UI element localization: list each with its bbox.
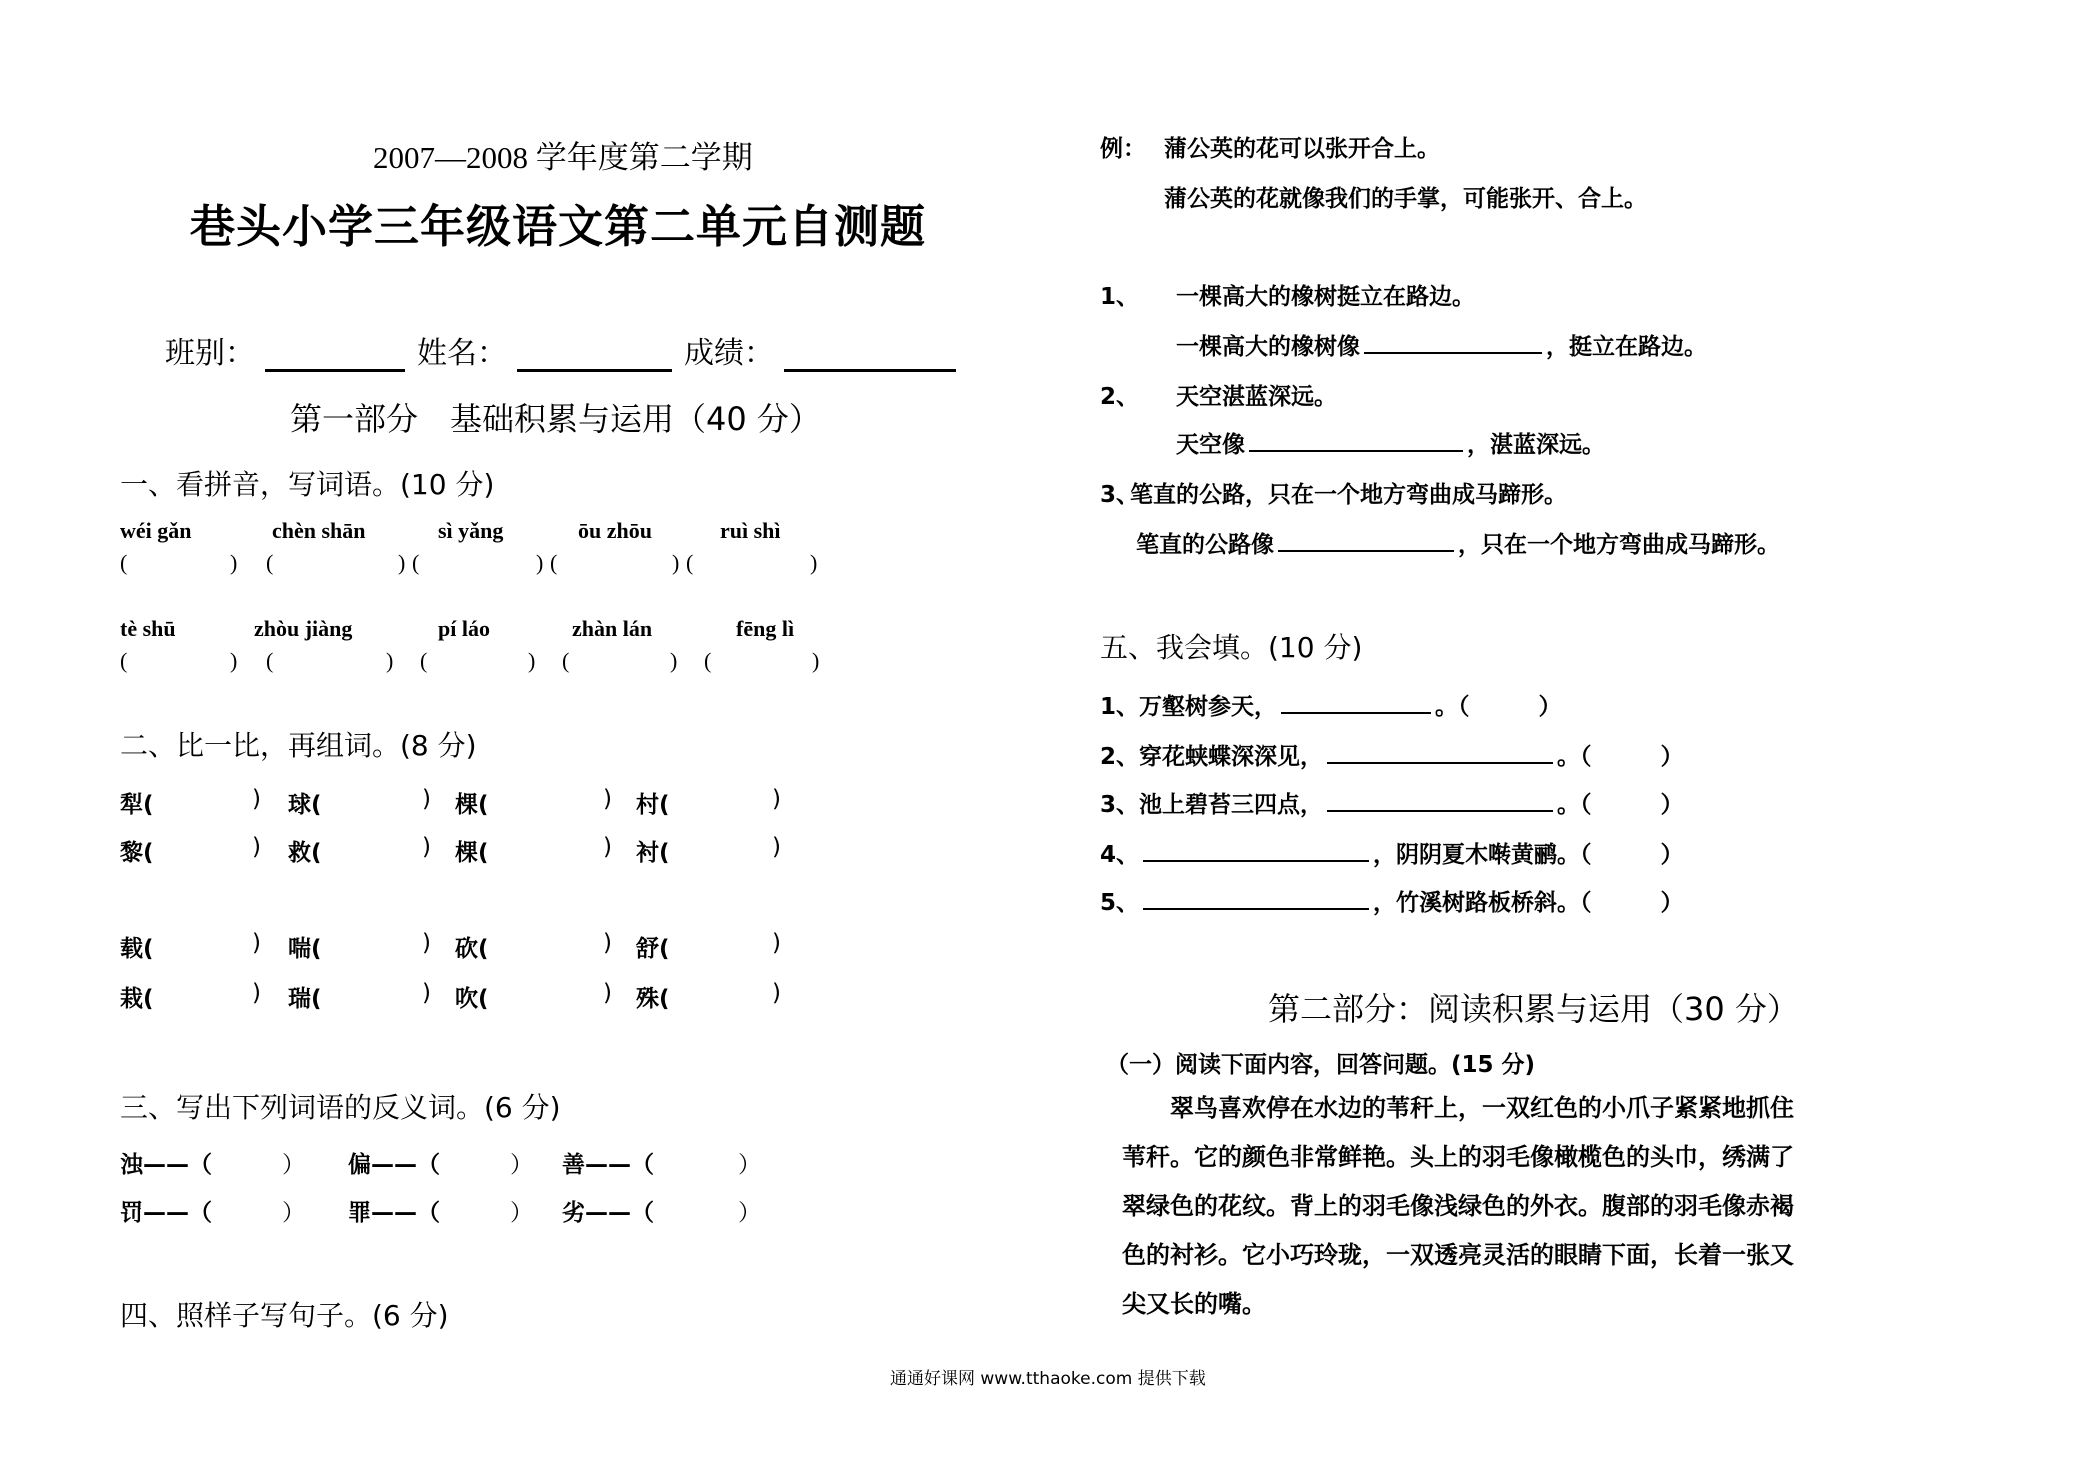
- section2-title: 二、比一比，再组词。(8 分): [120, 729, 477, 762]
- pinyin-3: sì yǎng: [438, 518, 504, 543]
- paren-open: (: [550, 550, 558, 575]
- answer-blank[interactable]: [1143, 838, 1369, 862]
- antonym-cell: 罚——（: [120, 1200, 212, 1226]
- paren-close: ）: [510, 1152, 533, 1178]
- pinyin-9: zhàn lán: [572, 616, 653, 641]
- paren-close: ）: [510, 1200, 533, 1226]
- paren-open: (: [562, 648, 570, 673]
- paren-close: ): [772, 980, 781, 1006]
- paren-open: (: [266, 550, 274, 575]
- paren-close: ）: [282, 1152, 305, 1178]
- rewrite-suffix: ，挺立在路边。: [1546, 334, 1707, 360]
- answer-blank[interactable]: [1143, 886, 1369, 910]
- paren-close: ）: [738, 1200, 761, 1226]
- answer-blank[interactable]: [1278, 528, 1454, 552]
- part2-title: 第二部分：阅读积累与运用（30 分）: [1268, 990, 1799, 1028]
- poem-prefix: 2、穿花蛱蝶深深见，: [1100, 744, 1324, 770]
- item-rewrite: [1176, 328, 1707, 361]
- school-year-term: 2007—2008 学年度第二学期: [373, 140, 753, 175]
- paren-close: ): [398, 550, 406, 575]
- class-blank[interactable]: [265, 339, 405, 372]
- compare-cell: 栽(: [120, 986, 154, 1012]
- paren-close: ）: [282, 1200, 305, 1226]
- rewrite-prefix: 笔直的公路像: [1136, 532, 1274, 558]
- example-rewrite: 蒲公英的花就像我们的手掌，可能张开、合上。: [1164, 186, 1647, 212]
- item-number: 3、: [1100, 482, 1140, 508]
- poem-suffix: ，竹溪树路板桥斜。（ ）: [1373, 890, 1684, 916]
- poem-prefix: 4、: [1100, 842, 1140, 868]
- poem-prefix: 1、万壑树参天，: [1100, 694, 1278, 720]
- answer-blank[interactable]: [1249, 428, 1463, 452]
- paren-close: ): [422, 930, 431, 956]
- poem-suffix: 。（ ）: [1557, 744, 1684, 770]
- rewrite-prefix: 天空像: [1176, 432, 1245, 458]
- paren-close: ): [772, 834, 781, 860]
- pinyin-1: wéi gǎn: [120, 518, 192, 543]
- name-label: 姓名：: [417, 336, 507, 371]
- paren-close: ): [230, 550, 238, 575]
- poem-prefix: 3、池上碧苔三四点，: [1100, 792, 1324, 818]
- section4-title: 四、照样子写句子。(6 分): [120, 1299, 449, 1332]
- paren-close: ): [672, 550, 680, 575]
- antonym-cell: 善——（: [562, 1152, 654, 1178]
- compare-cell: 舒(: [636, 936, 670, 962]
- paren-close: ): [603, 786, 612, 812]
- paren-close: ): [252, 786, 261, 812]
- poem-item: [1100, 688, 1562, 721]
- pinyin-2: chèn shān: [272, 518, 366, 543]
- compare-cell: 瑞(: [288, 986, 322, 1012]
- item-rewrite: [1136, 526, 1780, 559]
- compare-cell: 殊(: [636, 986, 670, 1012]
- paren-close: ): [528, 648, 536, 673]
- item-sentence: 一棵高大的橡树挺立在路边。: [1176, 284, 1475, 310]
- pinyin-7: zhòu jiàng: [254, 616, 353, 641]
- compare-cell: 球(: [288, 792, 322, 818]
- rewrite-suffix: ，湛蓝深远。: [1467, 432, 1605, 458]
- pinyin-6: tè shū: [120, 616, 176, 641]
- item-sentence: 笔直的公路，只在一个地方弯曲成马蹄形。: [1130, 482, 1567, 508]
- compare-cell: 砍(: [455, 936, 489, 962]
- paren-close: ): [670, 648, 678, 673]
- item-rewrite: [1176, 426, 1605, 459]
- poem-item: [1100, 884, 1684, 917]
- paren-close: ): [772, 786, 781, 812]
- footer-credit: 通通好课网 www.tthaoke.com 提供下载: [890, 1369, 1206, 1389]
- compare-cell: 喘(: [288, 936, 322, 962]
- compare-cell: 棵(: [455, 840, 489, 866]
- compare-cell: 衬(: [636, 840, 670, 866]
- paren-open: (: [412, 550, 420, 575]
- compare-cell: 棵(: [455, 792, 489, 818]
- paren-close: ): [422, 786, 431, 812]
- paren-close: ): [252, 980, 261, 1006]
- reading-question-title: （一）阅读下面内容，回答问题。(15 分): [1106, 1052, 1536, 1078]
- section3-title: 三、写出下列词语的反义词。(6 分): [120, 1091, 561, 1124]
- reading-line: 翠绿色的花纹。背上的羽毛像浅绿色的外衣。腹部的羽毛像赤褐: [1122, 1192, 1794, 1220]
- reading-line: 色的衬衫。它小巧玲珑，一双透亮灵活的眼睛下面，长着一张又: [1122, 1241, 1794, 1269]
- compare-cell: 犁(: [120, 792, 154, 818]
- score-blank[interactable]: [784, 339, 956, 372]
- antonym-cell: 劣——（: [562, 1200, 654, 1226]
- paren-close: ): [810, 550, 818, 575]
- compare-cell: 载(: [120, 936, 154, 962]
- example-label: 例：: [1100, 136, 1146, 162]
- pinyin-5: ruì shì: [720, 518, 781, 543]
- item-sentence: 天空湛蓝深远。: [1176, 384, 1337, 410]
- section1-title: 一、看拼音，写词语。(10 分): [120, 468, 495, 501]
- example-sentence: 蒲公英的花可以张开合上。: [1164, 136, 1440, 162]
- compare-cell: 救(: [288, 840, 322, 866]
- compare-cell: 吹(: [455, 986, 489, 1012]
- answer-blank[interactable]: [1364, 330, 1542, 354]
- poem-item: [1100, 786, 1684, 819]
- paren-close: ): [230, 648, 238, 673]
- compare-cell: 村(: [636, 792, 670, 818]
- paren-close: ): [422, 980, 431, 1006]
- name-blank[interactable]: [517, 339, 672, 372]
- pinyin-8: pí láo: [438, 616, 490, 641]
- paren-open: (: [686, 550, 694, 575]
- poem-suffix: 。（ ）: [1557, 792, 1684, 818]
- antonym-cell: 浊——（: [120, 1152, 212, 1178]
- rewrite-prefix: 一棵高大的橡树像: [1176, 334, 1360, 360]
- score-label: 成绩：: [684, 336, 774, 371]
- paren-close: ): [252, 930, 261, 956]
- paren-close: ): [252, 834, 261, 860]
- poem-suffix: 。（ ）: [1435, 694, 1562, 720]
- pinyin-4: ōu zhōu: [578, 518, 652, 543]
- page-title: 巷头小学三年级语文第二单元自测题: [190, 200, 927, 253]
- reading-line: 翠鸟喜欢停在水边的苇秆上，一双红色的小爪子紧紧地抓住: [1170, 1094, 1794, 1122]
- section5-title: 五、我会填。(10 分): [1100, 631, 1363, 664]
- compare-cell: 黎(: [120, 840, 154, 866]
- poem-item: [1100, 836, 1684, 869]
- paren-close: ): [772, 930, 781, 956]
- paren-open: (: [420, 648, 428, 673]
- paren-close: ): [603, 980, 612, 1006]
- paren-close: ): [603, 930, 612, 956]
- class-label: 班别：: [165, 336, 255, 371]
- rewrite-suffix: ，只在一个地方弯曲成马蹄形。: [1458, 532, 1780, 558]
- paren-open: (: [266, 648, 274, 673]
- student-info-row: [165, 328, 968, 372]
- poem-prefix: 5、: [1100, 890, 1140, 916]
- paren-close: ): [536, 550, 544, 575]
- antonym-cell: 罪——（: [348, 1200, 440, 1226]
- paren-open: (: [120, 648, 128, 673]
- paren-close: ): [812, 648, 820, 673]
- paren-open: (: [120, 550, 128, 575]
- paren-open: (: [704, 648, 712, 673]
- poem-suffix: ，阴阴夏木啭黄鹂。（ ）: [1373, 842, 1684, 868]
- item-number: 1、: [1100, 284, 1140, 310]
- part1-title: 第一部分 基础积累与运用（40 分）: [290, 400, 821, 438]
- answer-blank[interactable]: [1281, 690, 1431, 714]
- antonym-cell: 偏——（: [348, 1152, 440, 1178]
- poem-item: [1100, 738, 1684, 771]
- paren-close: ): [386, 648, 394, 673]
- answer-blank[interactable]: [1327, 788, 1553, 812]
- pinyin-10: fēng lì: [736, 616, 795, 641]
- reading-line: 尖又长的嘴。: [1122, 1290, 1266, 1318]
- item-number: 2、: [1100, 384, 1140, 410]
- paren-close: ）: [738, 1152, 761, 1178]
- paren-close: ): [422, 834, 431, 860]
- paren-close: ): [603, 834, 612, 860]
- right-column: [1040, 0, 2085, 1476]
- answer-blank[interactable]: [1327, 740, 1553, 764]
- reading-line: 苇秆。它的颜色非常鲜艳。头上的羽毛像橄榄色的头巾，绣满了: [1122, 1143, 1794, 1171]
